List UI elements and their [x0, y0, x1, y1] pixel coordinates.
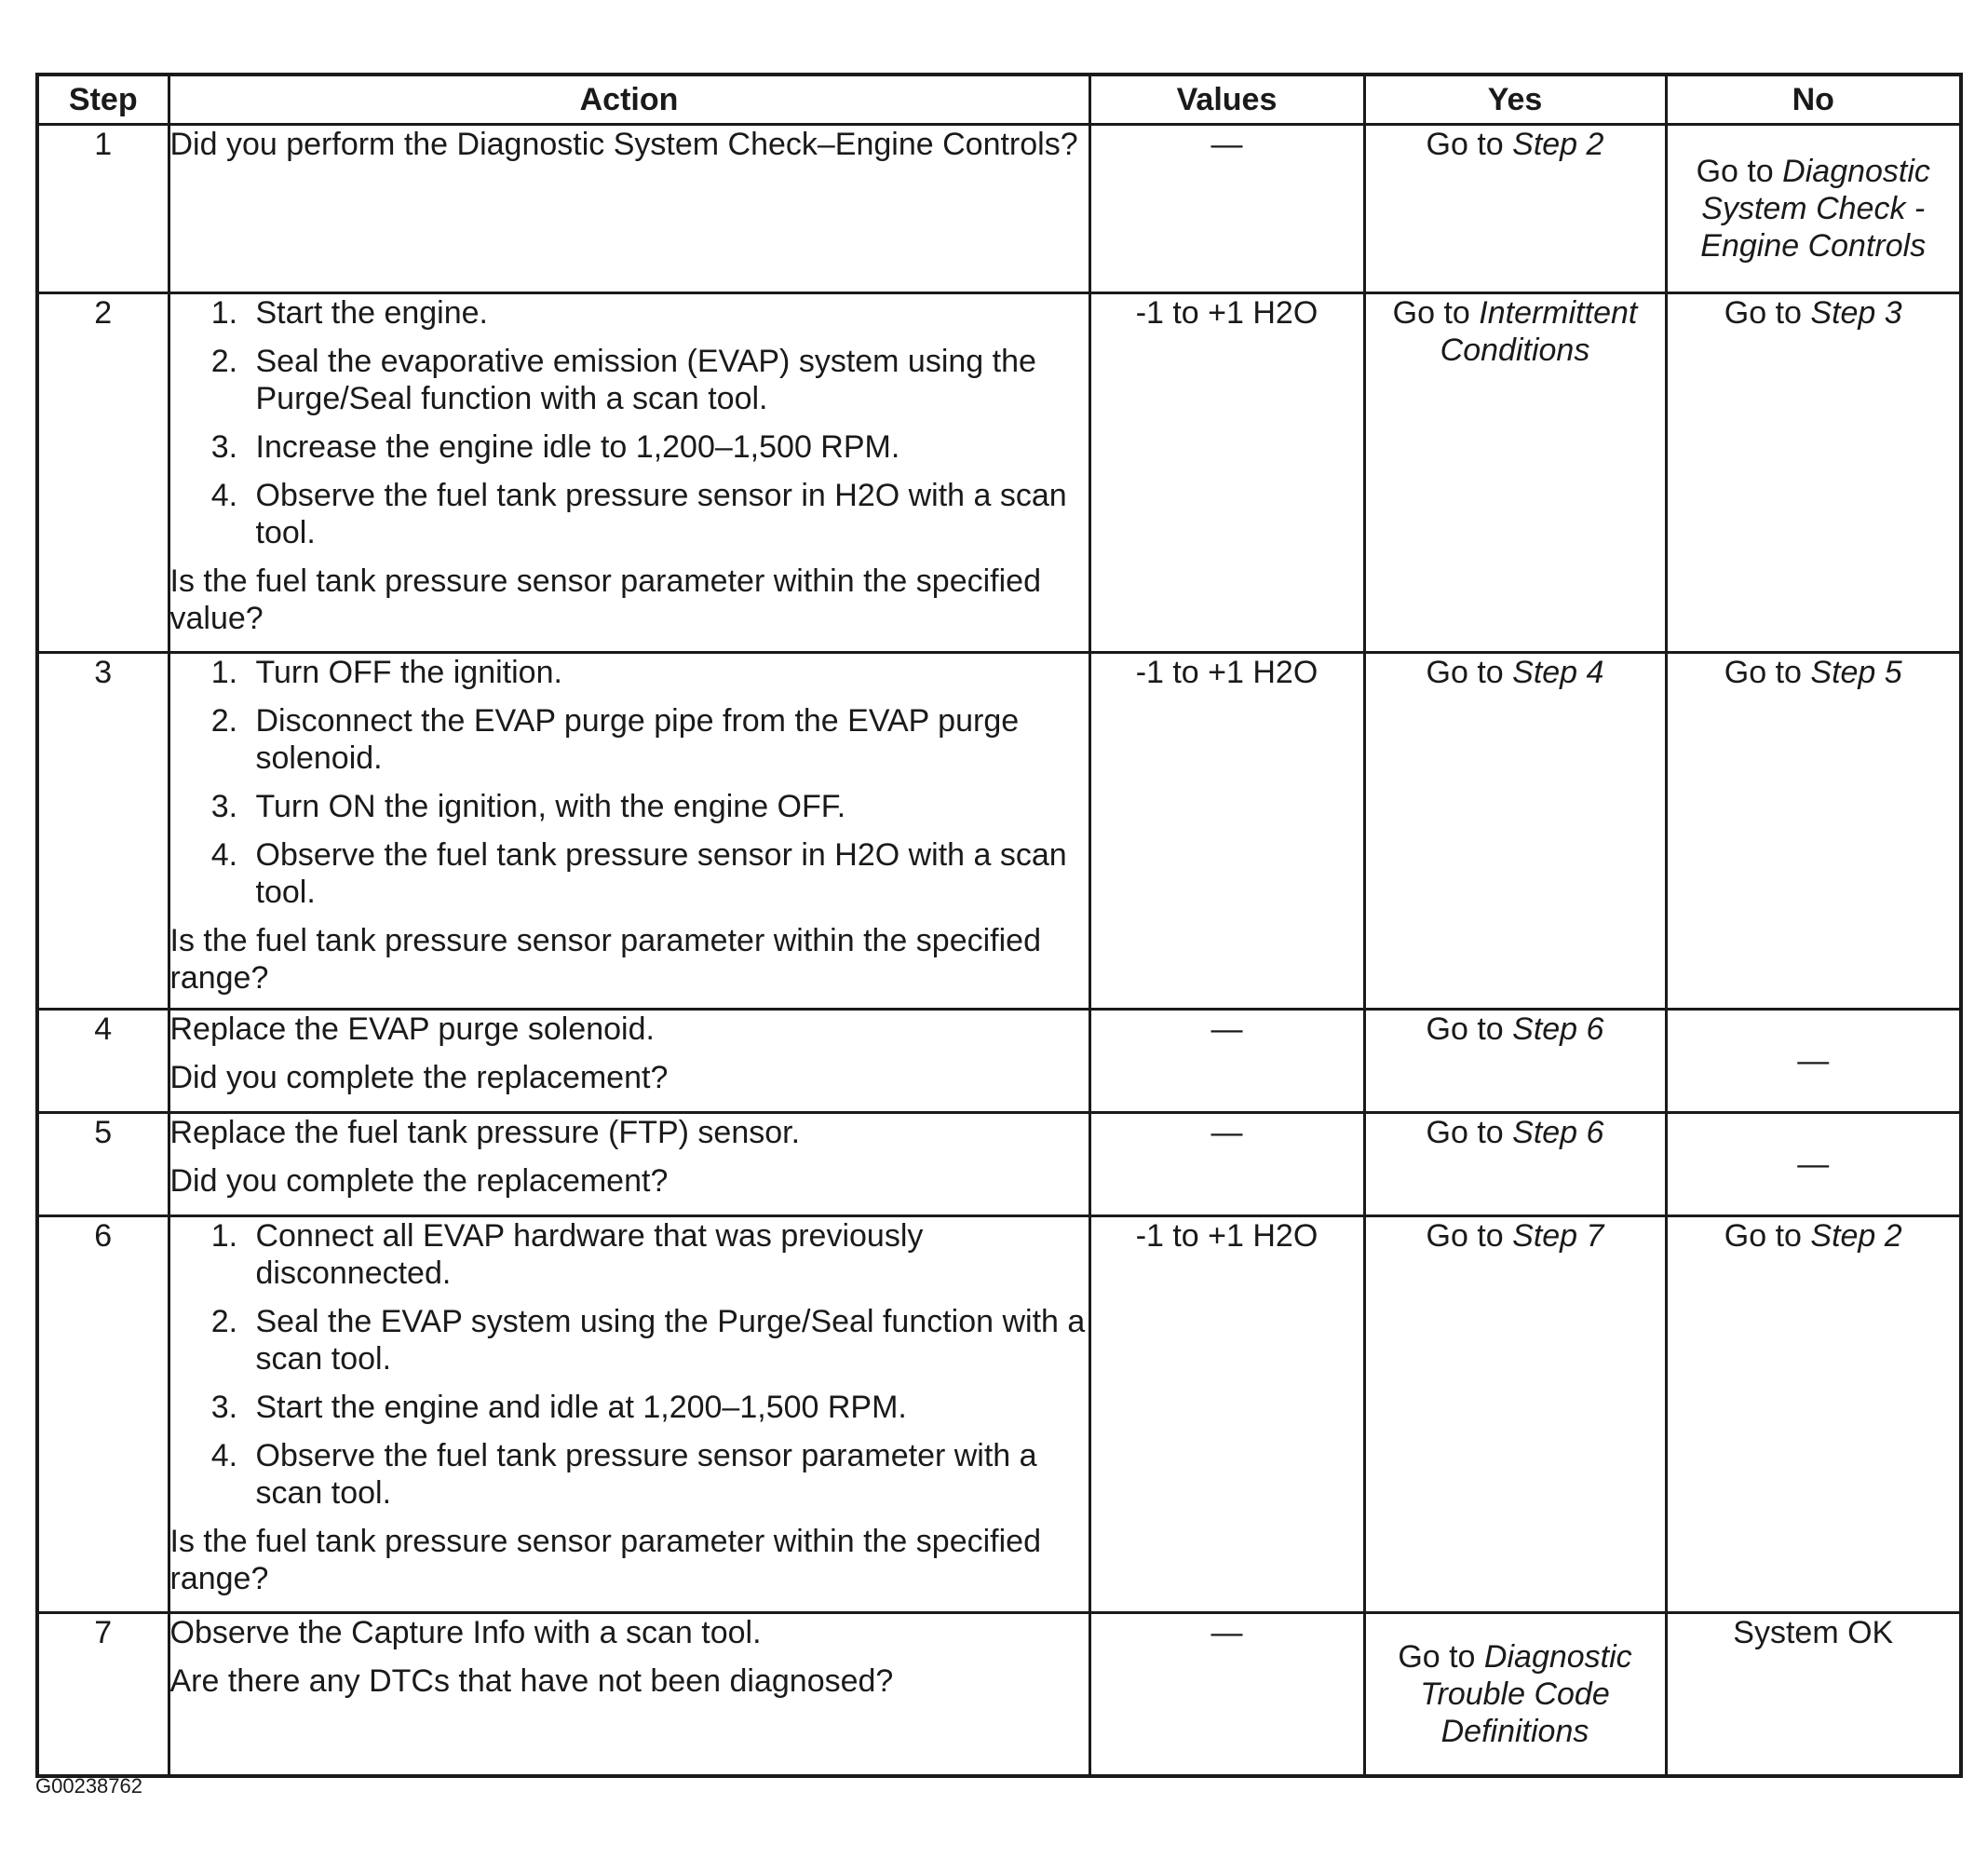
values-cell: — [1089, 1010, 1364, 1113]
yes-cell [1364, 653, 1666, 1010]
action-cell [169, 293, 1089, 653]
yes-cell [1364, 293, 1666, 653]
action-question: Is the fuel tank pressure sensor parameter within the specified range? [169, 923, 1041, 996]
list-item: 1. Turn OFF the ignition. [247, 654, 1089, 691]
values-cell: -1 to +1 H2O [1089, 293, 1364, 653]
list-item: 3. Turn ON the ignition, with the engine OFF. [247, 788, 1089, 825]
action-cell [169, 1113, 1089, 1216]
action-cell [169, 125, 1089, 293]
yes-prefix: Go to [1426, 1011, 1513, 1047]
action-lead: Did you perform the Diagnostic System Check–Engine Controls? [169, 127, 1078, 162]
diagnostic-table [35, 73, 1963, 1778]
header-yes: Yes [1364, 75, 1666, 125]
yes-cell [1364, 1113, 1666, 1216]
no-link[interactable]: Diagnostic System Check - Engine Controls [1700, 154, 1930, 264]
no-prefix: Go to [1724, 655, 1811, 690]
no-prefix: Go to [1724, 1218, 1811, 1254]
yes-prefix: Go to [1426, 1115, 1513, 1150]
no-link[interactable]: Step 5 [1810, 655, 1902, 690]
action-question: Did you complete the replacement? [169, 1163, 669, 1199]
yes-link[interactable]: Intermittent Conditions [1440, 295, 1638, 368]
step-number: 2 [37, 293, 169, 653]
yes-link[interactable]: Step 4 [1512, 655, 1604, 690]
header-values: Values [1089, 75, 1364, 125]
table-row [37, 653, 1961, 1010]
list-item: 4. Observe the fuel tank pressure sensor in H2O with a scan tool. [247, 836, 1089, 911]
action-question: Are there any DTCs that have not been diagnosed? [169, 1663, 894, 1699]
list-item: 2. Seal the EVAP system using the Purge/Seal function with a scan tool. [247, 1303, 1089, 1377]
action-cell [169, 1216, 1089, 1613]
no-cell [1666, 653, 1961, 1010]
values-cell: — [1089, 1613, 1364, 1777]
yes-cell [1364, 1216, 1666, 1613]
no-prefix: Go to [1696, 154, 1783, 189]
table-row [37, 125, 1961, 293]
header-action: Action [169, 75, 1089, 125]
step-number: 7 [37, 1613, 169, 1777]
yes-link[interactable]: Step 2 [1512, 127, 1604, 162]
step-number: 5 [37, 1113, 169, 1216]
table-row [37, 1113, 1961, 1216]
yes-link[interactable]: Step 6 [1512, 1115, 1604, 1150]
action-cell [169, 1010, 1089, 1113]
no-link[interactable]: Step 3 [1810, 295, 1902, 331]
action-question: Did you complete the replacement? [169, 1060, 669, 1095]
list-item: 2. Disconnect the EVAP purge pipe from the EVAP purge solenoid. [247, 702, 1089, 777]
yes-prefix: Go to [1426, 1218, 1513, 1254]
yes-cell [1364, 1010, 1666, 1113]
no-cell [1666, 293, 1961, 653]
no-cell: System OK [1666, 1613, 1961, 1777]
yes-cell [1364, 125, 1666, 293]
step-number: 6 [37, 1216, 169, 1613]
header-row [37, 75, 1961, 125]
yes-prefix: Go to [1398, 1639, 1484, 1675]
list-item: 3. Increase the engine idle to 1,200–1,500 RPM. [247, 428, 1089, 466]
step-number: 4 [37, 1010, 169, 1113]
values-cell: -1 to +1 H2O [1089, 653, 1364, 1010]
action-lead: Replace the fuel tank pressure (FTP) sensor. [169, 1115, 801, 1150]
list-item: 4. Observe the fuel tank pressure sensor in H2O with a scan tool. [247, 477, 1089, 551]
action-cell [169, 653, 1089, 1010]
action-steps-list [170, 1217, 1089, 1512]
no-prefix: Go to [1724, 295, 1811, 331]
list-item: 4. Observe the fuel tank pressure sensor parameter with a scan tool. [247, 1437, 1089, 1512]
values-cell: -1 to +1 H2O [1089, 1216, 1364, 1613]
figure-id: G00238762 [35, 1774, 142, 1798]
yes-prefix: Go to [1426, 127, 1513, 162]
table-row [37, 1010, 1961, 1113]
no-cell: — [1666, 1010, 1961, 1113]
action-steps-list [170, 654, 1089, 911]
list-item: 1. Connect all EVAP hardware that was previously disconnected. [247, 1217, 1089, 1292]
action-lead: Observe the Capture Info with a scan tool. [169, 1615, 762, 1650]
yes-link[interactable]: Step 7 [1512, 1218, 1604, 1254]
no-cell [1666, 1216, 1961, 1613]
action-question: Is the fuel tank pressure sensor parameter within the specified range? [169, 1524, 1041, 1596]
action-question: Is the fuel tank pressure sensor parameter within the specified value? [169, 563, 1041, 636]
table-row [37, 293, 1961, 653]
no-cell [1666, 125, 1961, 293]
yes-link[interactable]: Diagnostic Trouble Code Definitions [1420, 1639, 1632, 1749]
header-no: No [1666, 75, 1961, 125]
list-item: 2. Seal the evaporative emission (EVAP) system using the Purge/Seal function with a scan tool. [247, 343, 1089, 417]
yes-prefix: Go to [1392, 295, 1480, 331]
values-cell: — [1089, 125, 1364, 293]
yes-prefix: Go to [1426, 655, 1513, 690]
action-cell [169, 1613, 1089, 1777]
action-lead: Replace the EVAP purge solenoid. [169, 1011, 655, 1047]
header-step: Step [37, 75, 169, 125]
table-row [37, 1613, 1961, 1777]
values-cell: — [1089, 1113, 1364, 1216]
yes-link[interactable]: Step 6 [1512, 1011, 1604, 1047]
list-item: 1. Start the engine. [247, 294, 1089, 332]
no-link[interactable]: Step 2 [1810, 1218, 1902, 1254]
yes-cell [1364, 1613, 1666, 1777]
action-steps-list [170, 294, 1089, 551]
list-item: 3. Start the engine and idle at 1,200–1,500 RPM. [247, 1389, 1089, 1426]
no-cell: — [1666, 1113, 1961, 1216]
table-row [37, 1216, 1961, 1613]
step-number: 1 [37, 125, 169, 293]
step-number: 3 [37, 653, 169, 1010]
